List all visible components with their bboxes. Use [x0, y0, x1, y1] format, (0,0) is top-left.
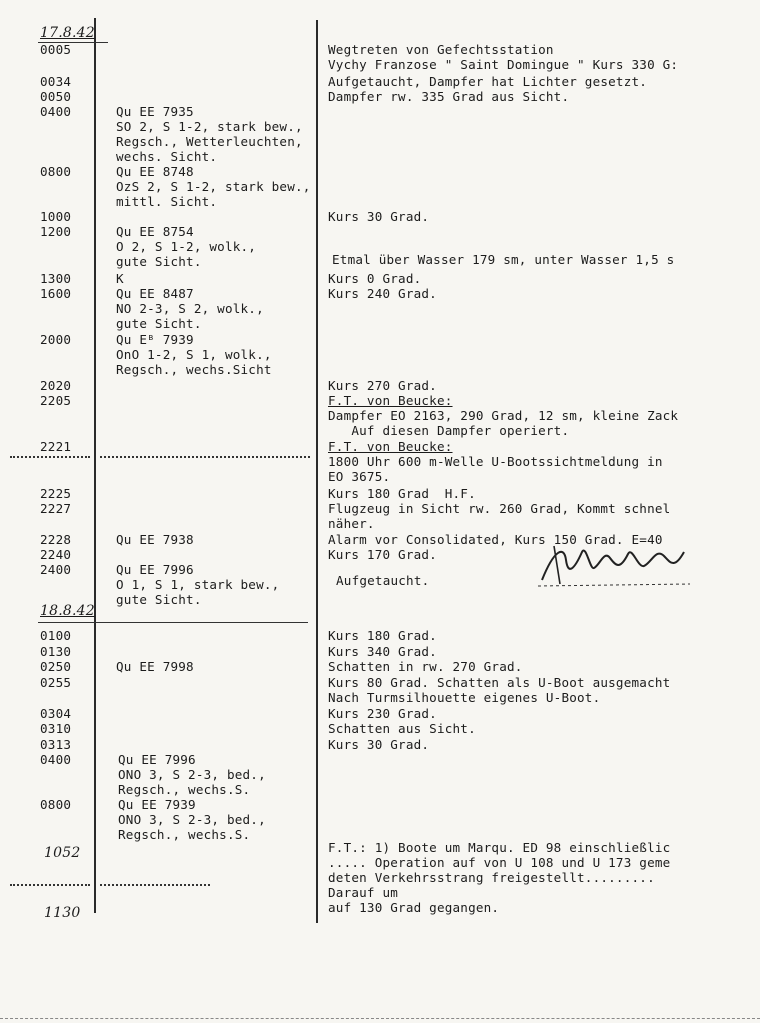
event-line: Dampfer EO 2163, 290 Grad, 12 sm, kleine Zack — [328, 408, 679, 423]
weather-line: ONO 3, S 2-3, bed., — [118, 812, 266, 827]
event-line: EO 3675. — [328, 469, 391, 484]
weather-line: NO 2-3, S 2, wolk., — [116, 301, 264, 316]
weather-line: Qu EE 8748 — [116, 164, 194, 179]
event-line: F.T. von Beucke: — [328, 393, 453, 408]
event-line: Alarm vor Consolidated, Kurs 150 Grad. E=40 — [328, 532, 663, 547]
event-line: Dampfer rw. 335 Grad aus Sicht. — [328, 89, 570, 104]
weather-line: OnO 1-2, S 1, wolk., — [116, 347, 272, 362]
time-0100: 0100 — [40, 628, 72, 643]
event-line: Kurs 230 Grad. — [328, 706, 437, 721]
time-0050: 0050 — [40, 89, 72, 104]
time-2240: 2240 — [40, 547, 72, 562]
time-0304: 0304 — [40, 706, 72, 721]
event-line: F.T. von Beucke: — [328, 439, 453, 454]
time-0800: 0800 — [40, 164, 72, 179]
time-0130: 0130 — [40, 644, 72, 659]
dotted-rule — [100, 884, 210, 886]
event-line: F.T.: 1) Boote um Marqu. ED 98 einschließlic — [328, 840, 671, 855]
weather-line: mittl. Sicht. — [116, 194, 218, 209]
time-0310: 0310 — [40, 721, 72, 736]
event-line: Kurs 340 Grad. — [328, 644, 437, 659]
weather-line: Qu EE 7935 — [116, 104, 194, 119]
dotted-rule — [10, 456, 90, 458]
weather-line: Qu EE 7996 — [116, 562, 194, 577]
weather-line: O 2, S 1-2, wolk., — [116, 239, 257, 254]
handwritten-signature — [534, 540, 694, 590]
time-2225: 2225 — [40, 486, 72, 501]
time-0250: 0250 — [40, 659, 72, 674]
event-line: 1800 Uhr 600 m-Welle U-Bootssichtmeldung in — [328, 454, 663, 469]
weather-line: Regsch., Wetterleuchten, — [116, 134, 303, 149]
weather-line: gute Sicht. — [116, 592, 202, 607]
weather-line: Regsch., wechs.Sicht — [116, 362, 272, 377]
weather-line: SO 2, S 1-2, stark bew., — [116, 119, 303, 134]
event-line: Kurs 270 Grad. — [328, 378, 437, 393]
time-1000: 1000 — [40, 209, 72, 224]
time-0255: 0255 — [40, 675, 72, 690]
weather-line: Qu EE 8754 — [116, 224, 194, 239]
dotted-rule — [10, 884, 90, 886]
event-line: Etmal über Wasser 179 sm, unter Wasser 1,5 s — [332, 252, 675, 267]
date-rule — [38, 622, 308, 623]
weather-line: Qu EE 7998 — [116, 659, 194, 674]
event-line: Aufgetaucht. — [336, 573, 430, 588]
event-line: Wegtreten von Gefechtsstation — [328, 42, 554, 57]
time-2228: 2228 — [40, 532, 72, 547]
weather-line: O 1, S 1, stark bew., — [116, 577, 280, 592]
event-line: Kurs 180 Grad. — [328, 628, 437, 643]
event-line: Kurs 80 Grad. Schatten als U-Boot ausgemacht — [328, 675, 671, 690]
event-line: Flugzeug in Sicht rw. 260 Grad, Kommt schnel — [328, 501, 671, 516]
event-line: Darauf um — [328, 885, 399, 900]
event-line: auf 130 Grad gegangen. — [328, 900, 500, 915]
time-2020: 2020 — [40, 378, 72, 393]
event-line: Vychy Franzose " Saint Domingue " Kurs 330 G: — [328, 57, 679, 72]
time-1130: 1130 — [44, 905, 81, 921]
weather-line: OzS 2, S 1-2, stark bew., — [116, 179, 311, 194]
dotted-rule — [100, 456, 310, 458]
time-0034: 0034 — [40, 74, 72, 89]
weather-line: Qu EE 8487 — [116, 286, 194, 301]
event-line: Kurs 30 Grad. — [328, 737, 430, 752]
event-line: Kurs 30 Grad. — [328, 209, 430, 224]
weather-line: Qu EE 7938 — [116, 532, 194, 547]
weather-line: wechs. Sicht. — [116, 149, 218, 164]
date-18-8-42: 18.8.42 — [40, 603, 95, 619]
event-line: Schatten in rw. 270 Grad. — [328, 659, 523, 674]
time-1200: 1200 — [40, 224, 72, 239]
time-2221: 2221 — [40, 439, 72, 454]
time-0005: 0005 — [40, 42, 72, 57]
time-0313: 0313 — [40, 737, 72, 752]
weather-line: Qu EE 7939 — [118, 797, 196, 812]
event-line: Nach Turmsilhouette eigenes U-Boot. — [328, 690, 601, 705]
event-line: Aufgetaucht, Dampfer hat Lichter gesetzt. — [328, 74, 648, 89]
event-line: ..... Operation auf von U 108 und U 173 geme — [328, 855, 671, 870]
event-line: Auf diesen Dampfer operiert. — [328, 423, 570, 438]
event-line: Kurs 240 Grad. — [328, 286, 437, 301]
event-line: deten Verkehrsstrang freigestellt......... — [328, 870, 655, 885]
time-1052: 1052 — [44, 845, 81, 861]
weather-line: ONO 3, S 2-3, bed., — [118, 767, 266, 782]
weather-line: Qu Eᴮ 7939 — [116, 332, 194, 347]
time-0400: 0400 — [40, 104, 72, 119]
time-1300: 1300 — [40, 271, 72, 286]
time-0400: 0400 — [40, 752, 72, 767]
page-edge-rule — [0, 1018, 760, 1019]
weather-line: gute Sicht. — [116, 316, 202, 331]
time-2400: 2400 — [40, 562, 72, 577]
column-divider-left — [94, 18, 96, 913]
weather-line: gute Sicht. — [116, 254, 202, 269]
time-2000: 2000 — [40, 332, 72, 347]
date-17-8-42: 17.8.42 — [40, 25, 95, 41]
column-divider-right — [316, 20, 318, 923]
weather-line: Regsch., wechs.S. — [118, 827, 251, 842]
event-line: näher. — [328, 516, 375, 531]
time-2227: 2227 — [40, 501, 72, 516]
time-2205: 2205 — [40, 393, 72, 408]
weather-line: Qu EE 7996 — [118, 752, 196, 767]
event-line: Kurs 0 Grad. — [328, 271, 422, 286]
weather-line: Regsch., wechs.S. — [118, 782, 251, 797]
time-0800: 0800 — [40, 797, 72, 812]
event-line: Kurs 170 Grad. — [328, 547, 437, 562]
weather-line: K — [116, 271, 124, 286]
time-1600: 1600 — [40, 286, 72, 301]
event-line: Schatten aus Sicht. — [328, 721, 476, 736]
event-line: Kurs 180 Grad H.F. — [328, 486, 476, 501]
